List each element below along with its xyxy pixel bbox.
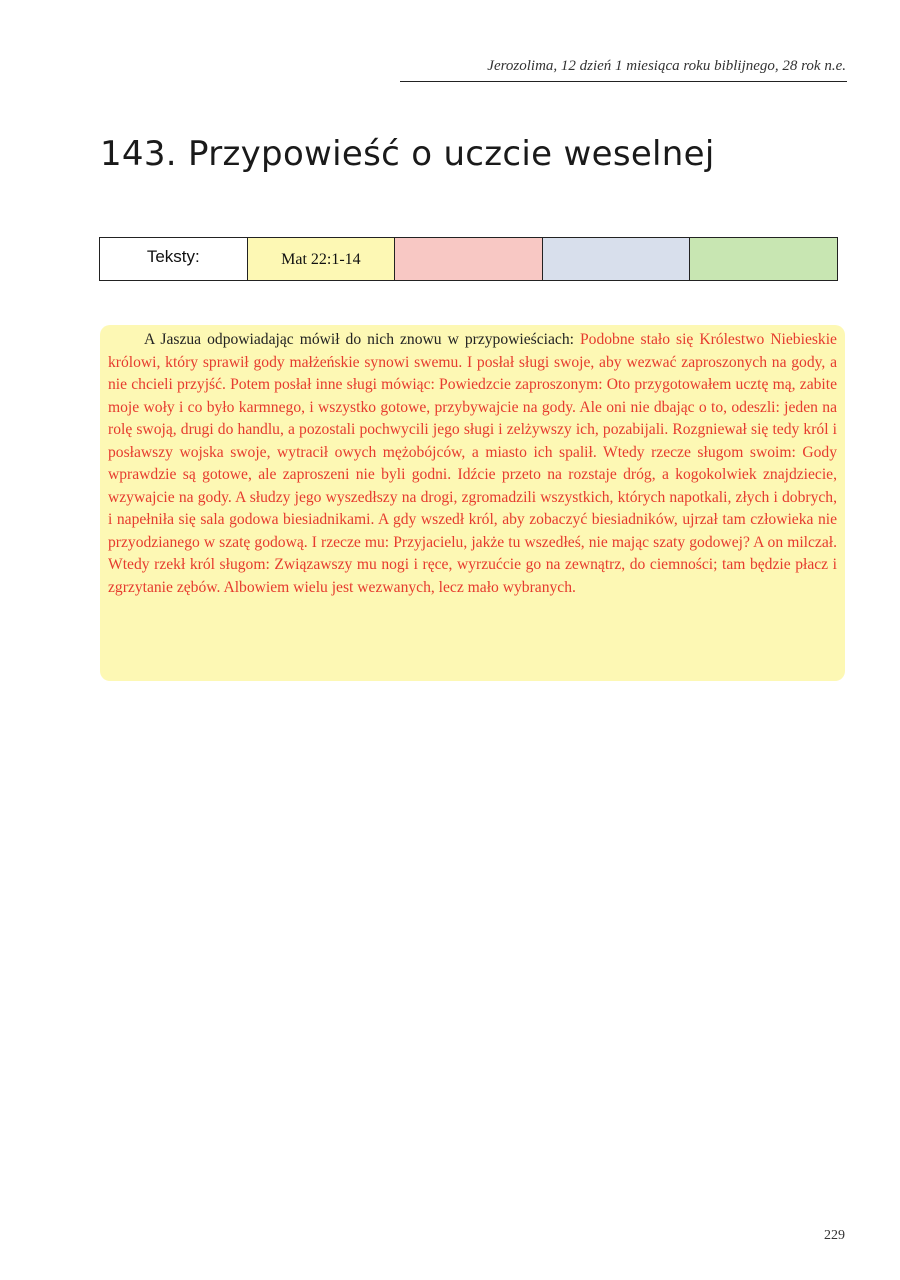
page-number: 229 xyxy=(824,1228,845,1243)
texts-table-label: Teksty: xyxy=(146,247,200,266)
texts-table-cell-matthew: Mat 22:1-14 xyxy=(247,238,395,280)
narrative-box xyxy=(100,325,845,681)
chapter-title: 143. Przypowieść o uczcie weselnej xyxy=(100,134,715,174)
narrative-paragraph xyxy=(108,329,837,599)
texts-table-cell-luke xyxy=(542,238,690,280)
texts-table-cell-mark xyxy=(394,238,542,280)
texts-table-cell-john xyxy=(689,238,837,280)
header-rule xyxy=(400,81,847,82)
header-location-date: Jerozolima, 12 dzień 1 miesiąca roku biblijnego, 28 rok n.e. xyxy=(487,58,846,74)
narration-text: A Jaszua odpowiadając mówił do nich znowu w przypowieściach: xyxy=(144,331,580,348)
speech-text: Podobne stało się Królestwo Niebieskie królowi, który sprawił gody małżeńskie synowi swemu. I posłał sługi swoje, aby wezwać zaproszonych na gody, a nie chcieli przyjść. Potem posłał inne sługi mówiąc: Powiedzcie zaproszonym: Oto przygotowałem ucztę mą, zabite moje woły i co było karmnego, i wszystko gotowe, przybywajcie na gody. Ale oni nie dbając o to, odeszli: jeden na rolę swoją, drugi do handlu, a pozostali pochwycili jego sługi i zelżywszy ich, pozabijali. Rozgniewał się tedy król i posławszy wojska swoje, wytracił owych mężobójców, a miasto ich spalił. Wtedy rzecze sługom swoim: Gody wprawdzie są gotowe, ale zaproszeni nie byli godni. Idźcie przeto na rozstaje dróg, a kogokolwiek znajdziecie, wzywajcie na gody. A słudzy jego wyszedłszy na drogi, zgromadzili wszystkich, których napotkali, złych i dobrych, i napełniła się sala godowa biesiadnikami. A gdy wszedł król, aby zobaczyć biesiadników, ujrzał tam człowieka nie przyodzianego w szatę godową. I rzecze mu: Przyjacielu, jakże tu wszedłeś, nie mając szaty godowej? A on milczał. Wtedy rzekł król sługom: Związawszy mu nogi i ręce, wyrzućcie go na zewnątrz, do ciemności; tam będzie płacz i zgrzytanie zębów. Albowiem wielu jest wezwanych, lecz mało wybranych. xyxy=(108,331,837,596)
texts-table xyxy=(99,237,838,281)
